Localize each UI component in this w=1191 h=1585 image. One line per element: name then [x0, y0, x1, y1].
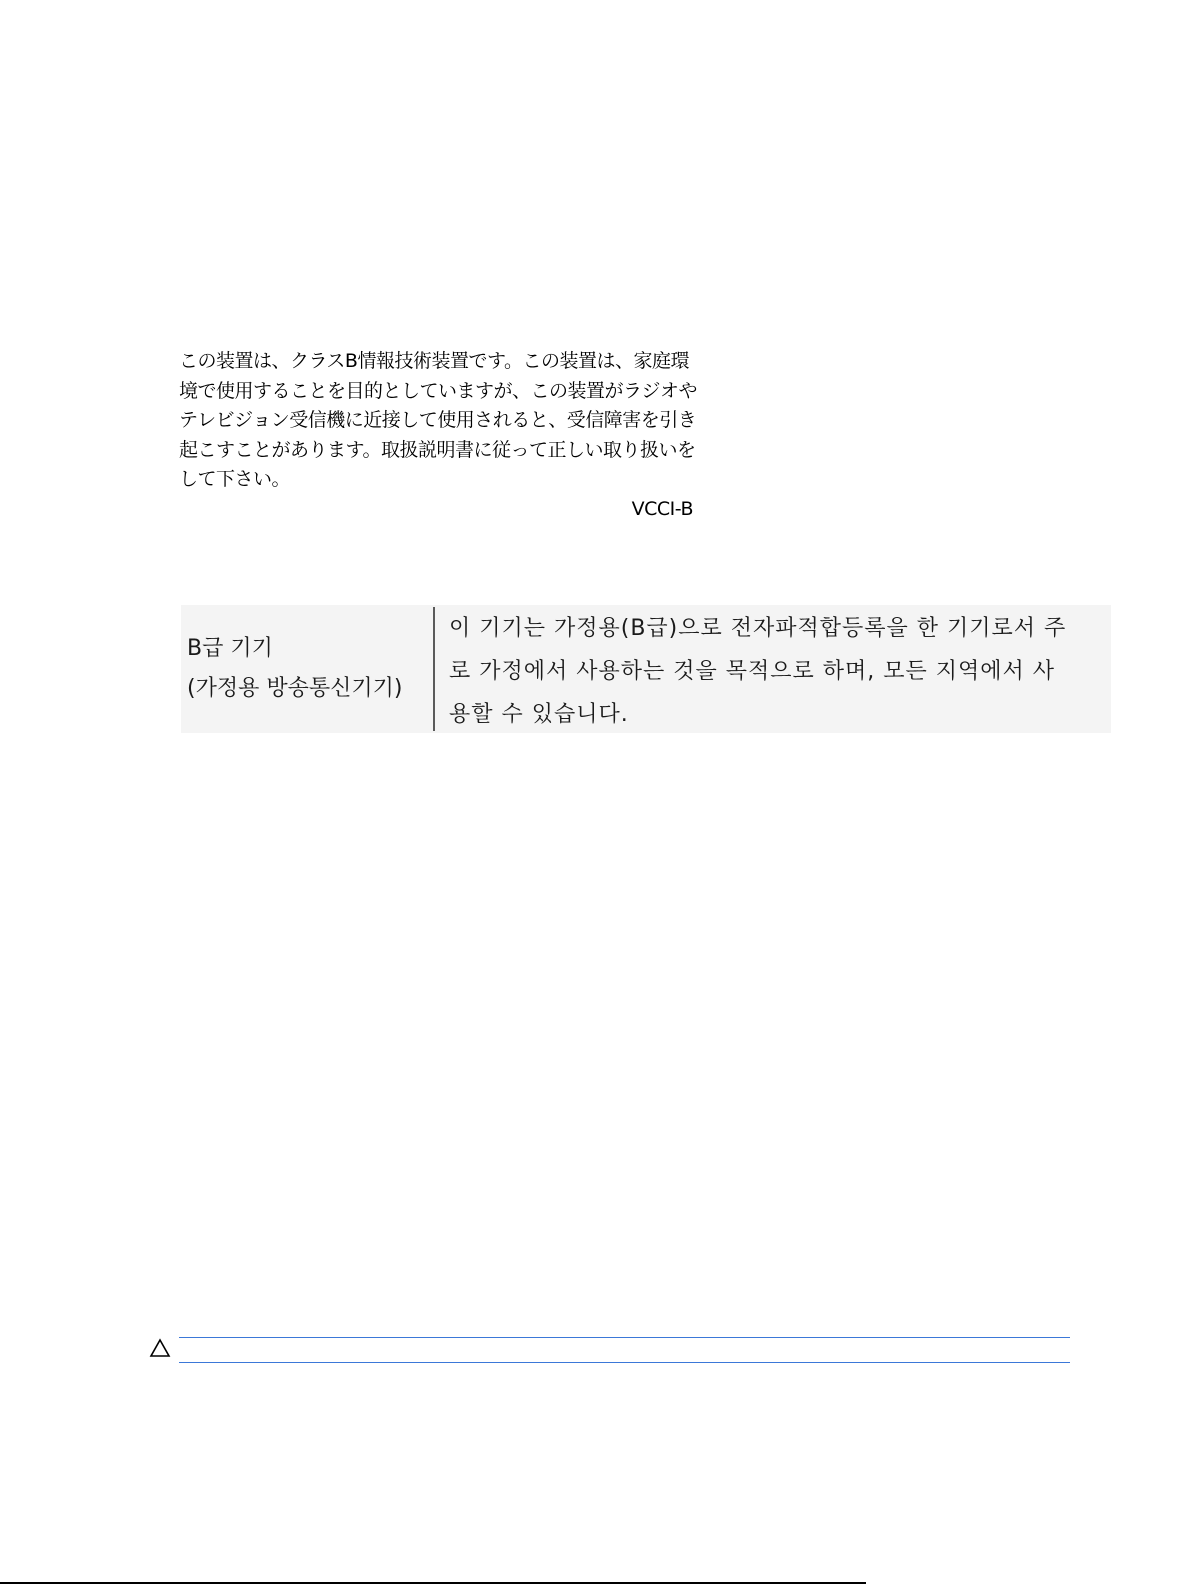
korea-statement-line: 이 기기는 가정용(B급)으로 전자파적합등록을 한 기기로서 주 [449, 616, 1067, 641]
korea-statement [449, 607, 1104, 736]
korea-class-b-notice [181, 605, 1111, 733]
japan-notice-line: 起こすことがあります。取扱説明書に従って正しい取り扱いを [179, 438, 696, 461]
caution-rule-top [179, 1337, 1070, 1338]
korea-statement-line: 용할 수 있습니다. [449, 702, 629, 727]
korea-device-class [187, 629, 427, 709]
japan-notice-line: テレビジョン受信機に近接して使用されると、受信障害を引き [179, 409, 697, 431]
caution-triangle-icon [149, 1338, 171, 1358]
korea-statement-line: 로 가정에서 사용하는 것을 목적으로 하며, 모든 지역에서 사 [449, 659, 1055, 684]
footer-rule [0, 1582, 866, 1584]
japan-vcci-notice [179, 347, 698, 523]
japan-notice-line: この装置は、クラスB情報技術装置です。この装置は、家庭環 [179, 350, 689, 372]
japan-notice-line: 境で使用することを目的としていますが、この装置がラジオや [179, 379, 698, 402]
vcci-class-code: VCCI-B [631, 497, 693, 520]
caution-rule-bottom [179, 1362, 1070, 1363]
korea-class-description: (가정용 방송통신기기) [187, 676, 403, 701]
korea-class-label: B급 기기 [187, 636, 273, 661]
korea-notice-divider [433, 607, 435, 731]
japan-notice-line: して下さい。 [179, 468, 291, 490]
